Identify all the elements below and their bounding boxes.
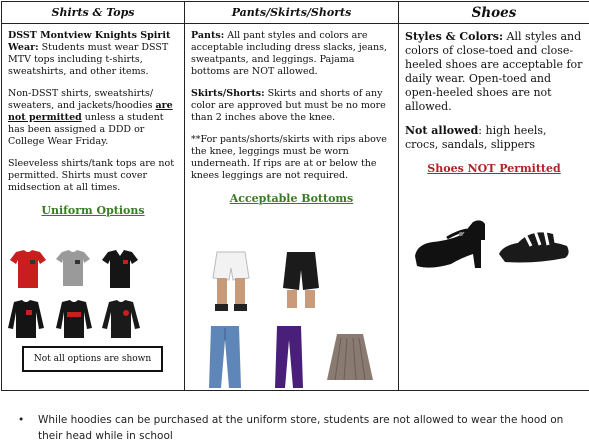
uniform-options-gallery bbox=[2, 246, 184, 342]
shoes-not-permitted-gallery bbox=[399, 204, 589, 294]
pants-paragraph: Pants: All pant styles and colors are acceptable including dress slacks, jeans, sweatpants, and leggings. Pajama bottoms are NOT allowed. bbox=[191, 30, 388, 77]
shoes-not-permitted-heading: Shoes NOT Permitted bbox=[427, 162, 561, 175]
black-shorts-image bbox=[281, 250, 321, 312]
slide-sandal-image bbox=[495, 224, 571, 268]
acceptable-bottoms-gallery bbox=[185, 250, 398, 390]
blue-jeans-image bbox=[205, 324, 245, 390]
spirit-wear-paragraph: DSST Montview Knights Spirit Wear: Students must wear DSST MTV tops including t-shirts, sweatshirts, and other items. bbox=[8, 30, 171, 77]
pleated-skirt-image bbox=[325, 332, 375, 384]
red-tshirt-image bbox=[8, 248, 48, 290]
black-sweatshirt-logo-image bbox=[54, 298, 94, 340]
skirts-paragraph: Skirts/Shorts: Skirts and shorts of any color are approved but must be no more than 2 inches above the knee. bbox=[191, 88, 386, 123]
header-shirts: Shirts & Tops bbox=[2, 2, 185, 24]
purple-pants-image bbox=[271, 324, 307, 390]
black-polo-image bbox=[100, 248, 140, 290]
non-dsst-paragraph: Non-DSST shirts, sweatshirts/ sweaters, and jackets/hoodies are not permitted unless a student has been assigned a DDD or College Wear Friday. bbox=[8, 88, 173, 147]
bullet-marker: • bbox=[18, 414, 25, 426]
not-allowed-paragraph: Not allowed: high heels, crocs, sandals, slippers bbox=[405, 124, 547, 151]
header-shoes: Shoes bbox=[399, 2, 589, 24]
black-sweater-image bbox=[100, 298, 142, 340]
not-all-options-note: Not all options are shown bbox=[22, 346, 163, 372]
shoes-cell bbox=[399, 24, 589, 391]
shirts-cell bbox=[2, 24, 185, 391]
rips-paragraph: **For pants/shorts/skirts with rips above the knee, leggings must be worn underneath. If rips are at or below the knees leggings are not required. bbox=[191, 134, 387, 181]
hood-policy-text: While hoodies can be purchased at the uniform store, students are not allowed to wear the hood on their head while in school bbox=[38, 414, 564, 442]
black-heel-shoe-image bbox=[411, 210, 491, 274]
white-shorts-image bbox=[209, 250, 253, 314]
sleeveless-paragraph: Sleeveless shirts/tank tops are not permitted. Shirts must cover midsection at all times. bbox=[8, 158, 175, 193]
styles-paragraph: Styles & Colors: All styles and colors of close-toed and close-heeled shoes are acceptable for daily wear. Open-toed and open-heeled shoes are not allowed. bbox=[405, 30, 583, 113]
uniform-options-heading: Uniform Options bbox=[41, 204, 145, 217]
header-pants: Pants/Skirts/Shorts bbox=[185, 2, 399, 24]
dress-code-table bbox=[1, 1, 589, 391]
gray-tshirt-image bbox=[54, 248, 92, 288]
acceptable-bottoms-heading: Acceptable Bottoms bbox=[229, 192, 354, 205]
pants-cell bbox=[185, 24, 399, 391]
black-sweatshirt-red-image bbox=[6, 298, 46, 340]
